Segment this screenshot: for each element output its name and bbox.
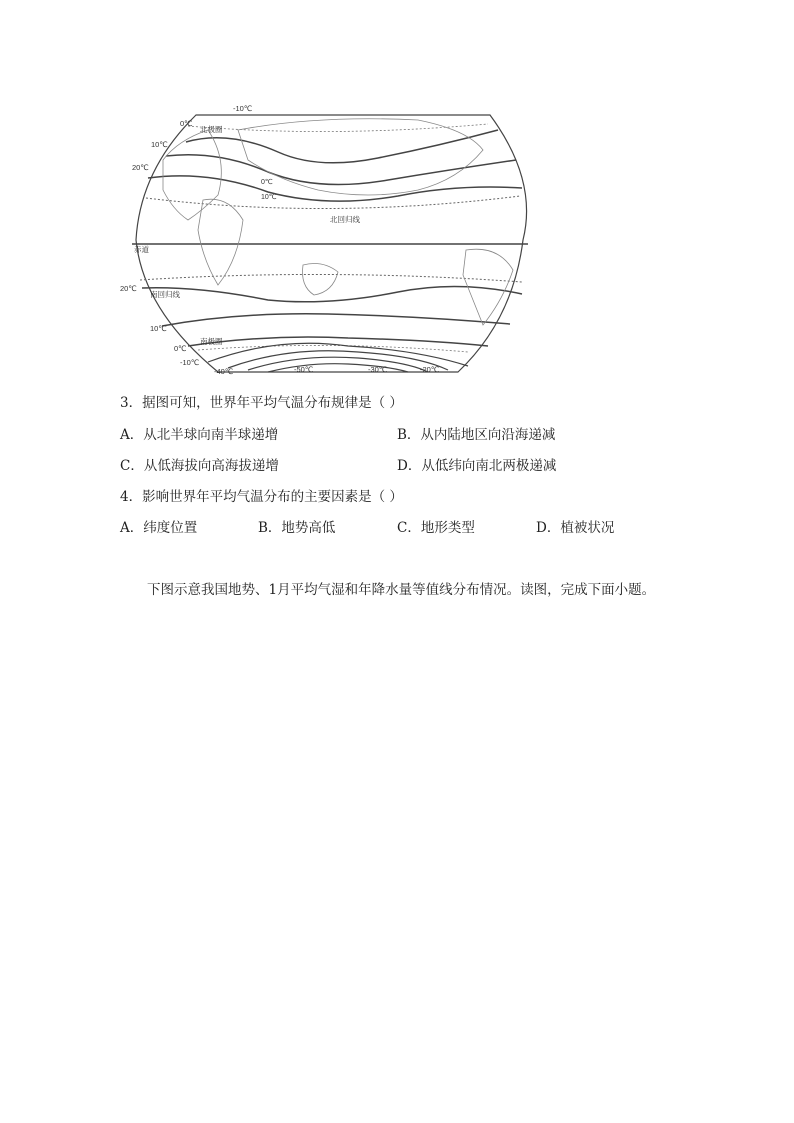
question-3-option-b: B．从内陆地区向沿海递减 (397, 427, 556, 443)
question-4-option-d: D．植被状况 (536, 520, 615, 536)
africa-coast (198, 199, 243, 285)
map-label: 南回归线 (150, 290, 180, 299)
map-label: -10℃ (233, 104, 253, 113)
map-label: -40℃ (214, 367, 234, 376)
map-label: -10℃ (180, 358, 200, 367)
map-label: -50℃ (294, 365, 314, 374)
map-label: 赤道 (134, 245, 149, 254)
world-isotherm-map (118, 100, 538, 380)
question-4-stem: 4．影响世界年平均气温分布的主要因素是（ ） (120, 489, 403, 505)
map-label: 0℃ (180, 119, 193, 128)
question-3-option-a: A．从北半球向南半球递增 (120, 427, 279, 443)
map-label: 0℃ (261, 179, 273, 186)
map-label: 北极圈 (200, 125, 223, 134)
question-3-stem: 3．据图可知，世界年平均气温分布规律是（ ） (120, 395, 403, 411)
intro-paragraph: 下图示意我国地势、1月平均气湿和年降水量等值线分布情况。读图，完成下面小题。 (147, 582, 656, 598)
question-4-option-b: B．地势高低 (258, 520, 336, 536)
map-label: 0℃ (174, 344, 187, 353)
map-label: 20℃ (132, 163, 149, 172)
isotherm-20c-south (142, 286, 522, 301)
map-label: 20℃ (120, 284, 137, 293)
question-3-option-c: C．从低海拔向高海拔递增 (120, 458, 279, 474)
australia-coast (302, 264, 338, 295)
map-label: 10℃ (261, 194, 277, 201)
isotherm-10c-south (162, 314, 510, 326)
map-label: 北回归线 (330, 215, 360, 224)
map-label: 10℃ (151, 140, 168, 149)
question-4-option-a: A．纬度位置 (120, 520, 198, 536)
arctic-circle-line (188, 124, 488, 132)
map-label: -20℃ (420, 365, 440, 374)
question-3-option-d: D．从低纬向南北两极递减 (397, 458, 557, 474)
map-label: 南极圈 (200, 337, 223, 346)
map-label: -30℃ (368, 365, 388, 374)
map-label: 10℃ (150, 324, 167, 333)
isotherm-10c-north (166, 155, 516, 185)
isotherm-0c-north (186, 130, 498, 163)
isotherm-20c-north (148, 176, 522, 201)
question-4-option-c: C．地形类型 (397, 520, 475, 536)
